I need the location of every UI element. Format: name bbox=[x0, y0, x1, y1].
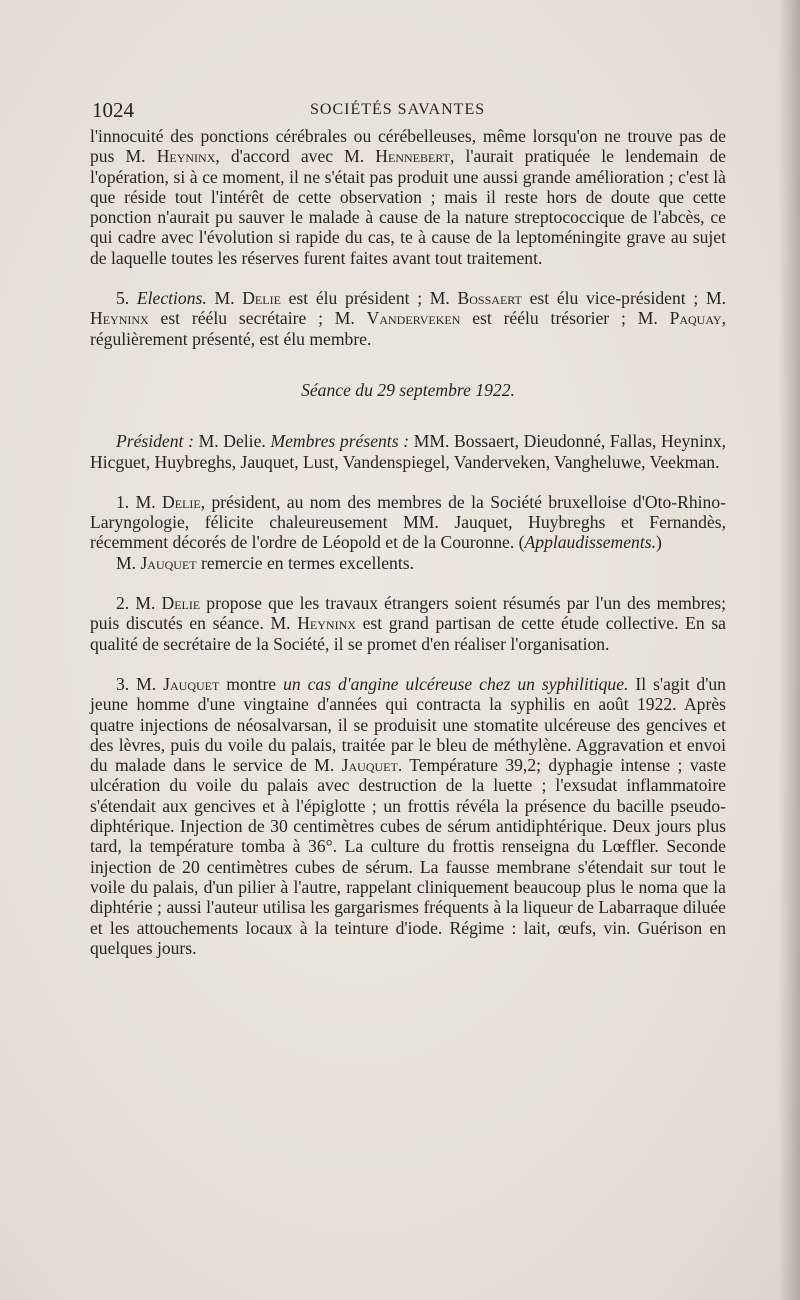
text-run: remercie en termes excellents. bbox=[196, 552, 414, 573]
text-run: , régulièrement présenté, est élu membre. bbox=[90, 308, 726, 349]
paragraph-item-2 bbox=[90, 593, 726, 654]
text-run: , président, au nom des membres de la Société bruxelloise d'Oto-Rhino-Laryngologie, félicite chaleureusement MM. Jauquet, Huybreghs et Fernandès, récemment décorés de l'ordre de Léopold et de la Couronne. ( bbox=[90, 491, 727, 553]
text-run: l'innocuité des ponctions cérébrales ou cérébelleuses, même lorsqu'on ne trouve pas de pus M. bbox=[90, 126, 726, 167]
text-run: M. bbox=[116, 552, 141, 573]
text-run: est élu président ; M. bbox=[280, 288, 458, 309]
president-label: Président : bbox=[116, 431, 194, 452]
person-name: Heyninx bbox=[156, 146, 216, 167]
paragraph-attendance bbox=[90, 431, 726, 472]
person-name: Bossaert bbox=[457, 288, 522, 309]
text-run: , d'accord avec M. bbox=[215, 146, 376, 167]
text-run: est réélu secrétaire ; M. bbox=[148, 308, 367, 329]
text-run: 1. M. bbox=[116, 491, 163, 512]
body-text bbox=[90, 126, 726, 958]
text-run: . Température 39,2; dyphagie intense ; vaste ulcération du voile du palais avec destruction de la luette ; l'exsudat inflammatoire s'étendait aux gencives et à l'épiglotte ; un frottis révéla la présence du bacille pseudo-diphtérique. Injection de 30 centimètres cubes de sérum antidiphtérique. Deux jours plus tard, la température tomba à 36°. La culture du frottis renseigna du Lœffler. Seconde injection de 20 centimètres cubes de sérum. La fausse membrane s'étendait sur tout le voile du palais, d'un pilier à l'autre, rappelant cliniquement beaucoup plus le noma que la diphtérie ; aussi l'auteur utilisa les gargarismes fréquents à la liqueur de Labarraque diluée et les attouchements locaux à la teinture d'iode. Régime : lait, œufs, vin. Guérison en quelques jours. bbox=[90, 755, 726, 958]
person-name: Delie bbox=[161, 593, 201, 614]
members-label: Membres présents : bbox=[270, 431, 410, 452]
person-name: Delie bbox=[162, 491, 201, 512]
text-run: est grand partisan de cette étude collective. En sa qualité de secrétaire de la Société, il se promet d'en réaliser l'organisation. bbox=[90, 613, 726, 654]
case-title: un cas d'angine ulcéreuse chez un syphilitique. bbox=[283, 673, 629, 694]
item-number: 5. bbox=[116, 288, 137, 309]
person-name: Jauquet bbox=[140, 552, 197, 573]
text-run: est élu vice-président ; M. bbox=[521, 288, 726, 309]
person-name: Jauquet bbox=[163, 673, 220, 694]
person-name: Hennebert bbox=[375, 146, 450, 167]
text-run: MM. Bossaert, Dieudonné, Fallas, Heyninx, Hicguet, Huybreghs, Jauquet, Lust, Vandenspiegel, Vanderveken, Vangheluwe, Veekman. bbox=[90, 431, 726, 472]
person-name: Heyninx bbox=[90, 308, 149, 329]
person-name: Jauquet bbox=[341, 755, 398, 776]
running-title: SOCIÉTÉS SAVANTES bbox=[310, 101, 486, 118]
paragraph-elections bbox=[90, 288, 726, 349]
person-name: Heyninx bbox=[297, 613, 356, 634]
text-run: 2. M. bbox=[116, 593, 162, 614]
page-header bbox=[92, 98, 732, 124]
session-heading: Séance du 29 septembre 1922. bbox=[301, 379, 515, 400]
text-run: ) bbox=[656, 532, 662, 553]
page-number: 1024 bbox=[92, 98, 134, 122]
person-name: Vanderveken bbox=[366, 308, 461, 329]
text-run: propose que les travaux étrangers soient résumés par l'un des membres; puis discutés en séance. M. bbox=[90, 593, 726, 634]
text-run: , l'aurait pratiquée le lendemain de l'opération, si à ce moment, il ne s'était pas produit une aussi grande amélioration ; c'est là que réside tout l'intérêt de cette observation ; mais il reste hors de doute que cette ponction n'aurait pu sauver le malade à cause de la nature streptococcique de l'abcès, ce qui cadre avec l'évolution si rapide du cas, te à cause de la leptoméningite grave au sujet de laquelle toutes les réserves furent faites avant tout traitement. bbox=[90, 146, 726, 268]
text-run: montre bbox=[219, 673, 284, 694]
person-name: Paquay bbox=[669, 308, 722, 329]
applause-note: Applaudissements. bbox=[524, 532, 656, 553]
paragraph-item-3 bbox=[90, 674, 726, 958]
text-run: est réélu trésorier ; M. bbox=[460, 308, 670, 329]
paragraph-thanks bbox=[90, 553, 726, 573]
section-title: Elections. bbox=[136, 288, 207, 309]
paragraph-item-1 bbox=[90, 492, 726, 553]
paragraph-continuation bbox=[90, 126, 726, 268]
text-run: M. Delie. bbox=[193, 431, 271, 452]
text-run: Il s'agit d'un jeune homme d'une vingtaine d'années qui contracta la syphilis en août 1922. Après quatre injections de néosalvarsan, il se produisit une stomatite ulcéreuse des gencives et des lèvres, puis du voile du palais, traitée par le bleu de méthylène. Aggravation et envoi du malade dans le service de M. bbox=[90, 673, 726, 776]
person-name: Delie bbox=[242, 288, 281, 309]
text-run: M. bbox=[206, 288, 243, 309]
text-run: 3. M. bbox=[116, 673, 164, 694]
